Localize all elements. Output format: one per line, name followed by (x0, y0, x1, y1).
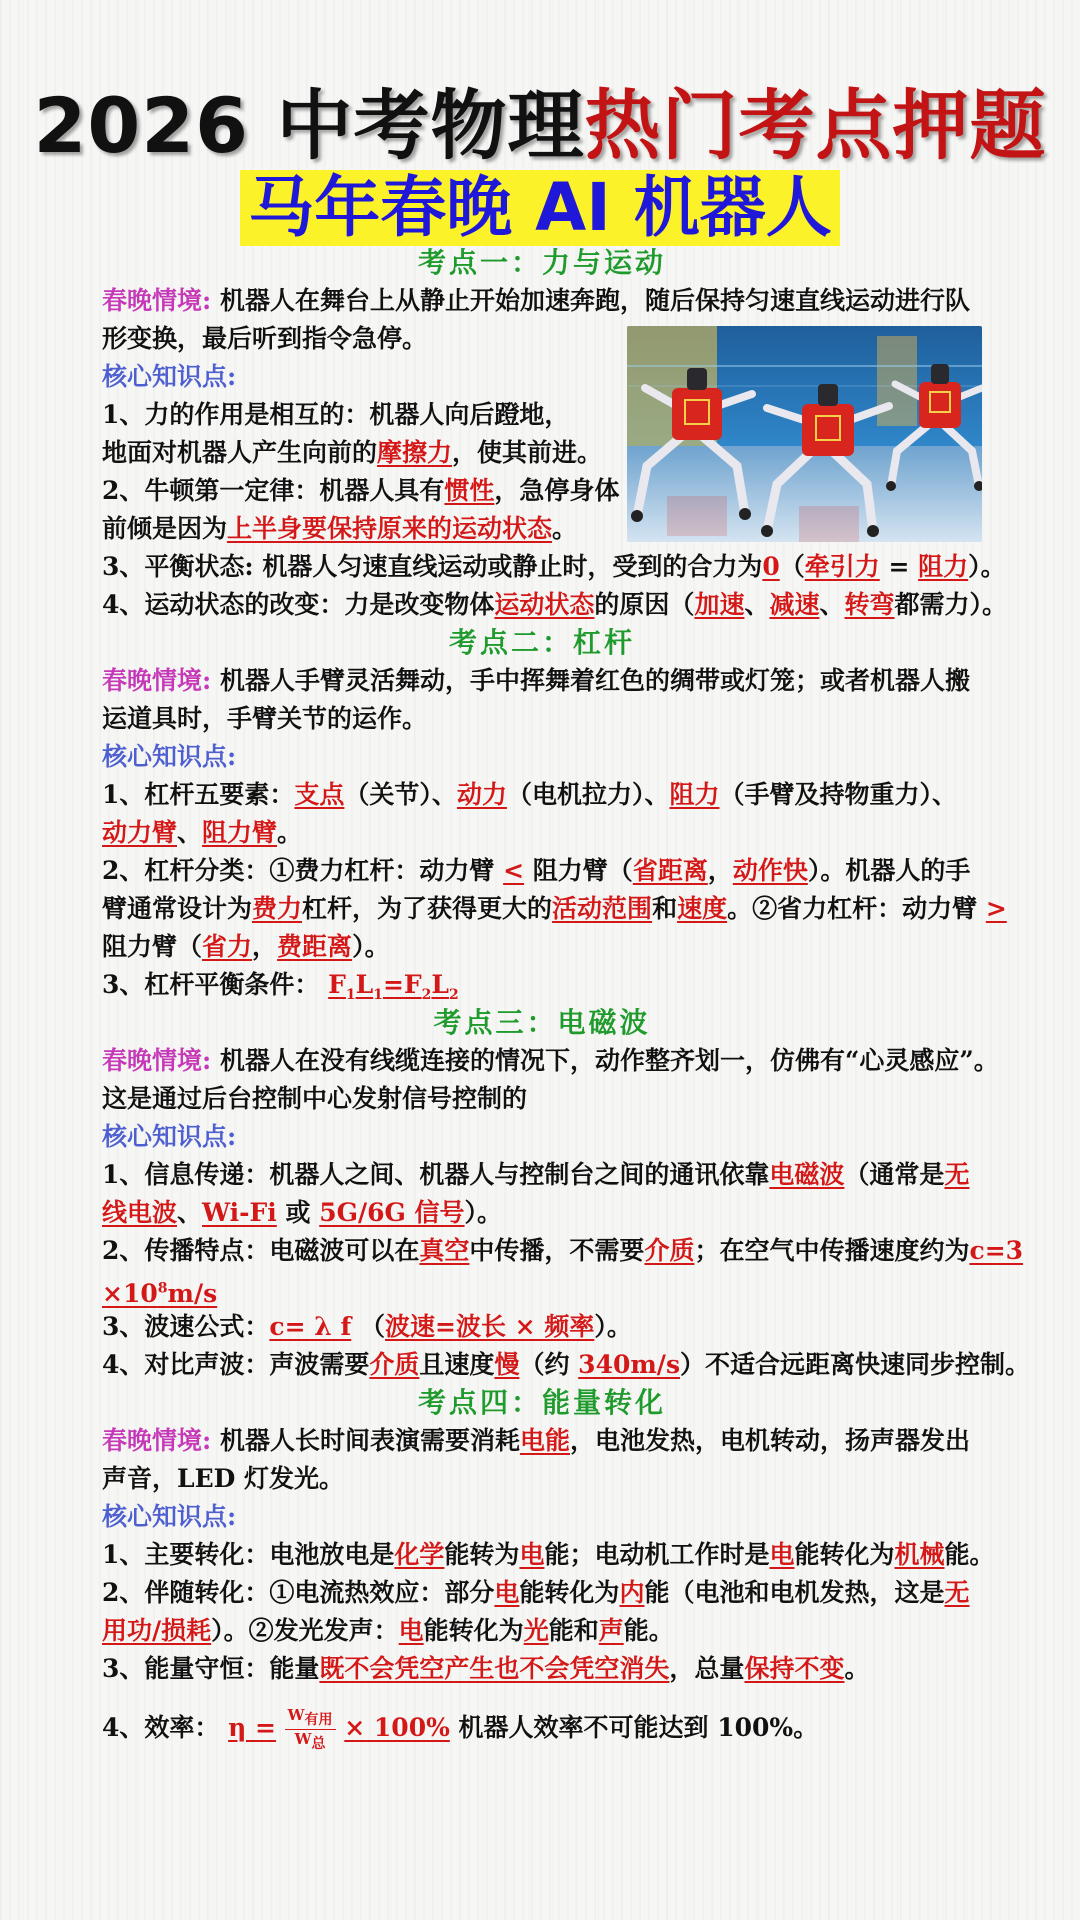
knowledge-line: 2、牛顿第一定律：机器人具有惯性，急停身体 (102, 476, 620, 505)
knowledge-line: 3、杠杆平衡条件： $F_1L_1=F_2L_2$ (102, 970, 459, 1003)
subtitle-wrap (0, 170, 1080, 246)
core-label: 核心知识点: (102, 1122, 237, 1151)
section-heading-1: 考点一：力与运动 (417, 246, 666, 279)
context-line: 春晚情境: 机器人在舞台上从静止开始加速奔跑，随后保持匀速直线运动进行队 (102, 286, 970, 315)
knowledge-line: 阻力臂（省力，费距离）。 (102, 932, 390, 961)
content (102, 244, 1031, 1754)
knowledge-line: 4、效率： η = $\frac{W_{有用}}{W_总}$ × 100% 机器人效率不可能达到 100%。 (102, 1706, 819, 1752)
section-heading-2: 考点二：杠杆 (448, 626, 635, 659)
knowledge-line: 4、对比声波：声波需要介质且速度慢（约 340m/s）不适合远距离快速同步控制。 (102, 1350, 1031, 1379)
knowledge-line: 1、杠杆五要素：支点（关节）、动力（电机拉力）、阻力（手臂及持物重力）、 (102, 780, 957, 809)
knowledge-line: 3、能量守恒：能量既不会凭空产生也不会凭空消失，总量保持不变。 (102, 1654, 870, 1683)
page-title (0, 78, 1080, 174)
knowledge-line: 前倾是因为上半身要保持原来的运动状态。 (102, 514, 578, 543)
context-label: 春晚情境: (102, 666, 212, 695)
knowledge-line: 1、信息传递：机器人之间、机器人与控制台之间的通讯依靠电磁波（通常是无 (102, 1160, 970, 1189)
context-line: 春晚情境: 机器人在没有线缆连接的情况下，动作整齐划一，仿佛有“心灵感应”。 (102, 1046, 999, 1075)
knowledge-line: 3、波速公式：c= λ f （波速=波长 × 频率）。 (102, 1312, 632, 1341)
context-line: 声音，LED 灯发光。 (102, 1464, 345, 1493)
context-line: 春晚情境: 机器人手臂灵活舞动，手中挥舞着红色的绸带或灯笼；或者机器人搬 (102, 666, 970, 695)
knowledge-line: 2、杠杆分类：①费力杠杆：动力臂 < 阻力臂（省距离，动作快）。机器人的手 (102, 856, 971, 885)
knowledge-line: 4、运动状态的改变：力是改变物体运动状态的原因（加速、减速、转弯都需力）。 (102, 590, 1008, 619)
knowledge-line: 地面对机器人产生向前的摩擦力，使其前进。 (102, 438, 603, 467)
knowledge-line: 线电波、Wi-Fi 或 5G/6G 信号）。 (102, 1198, 503, 1227)
core-label: 核心知识点: (102, 362, 237, 391)
knowledge-line: 3、平衡状态: 机器人匀速直线运动或静止时，受到的合力为0（牵引力 = 阻力）。 (102, 552, 1006, 581)
section-heading-3: 考点三：电磁波 (433, 1006, 651, 1039)
knowledge-line: 用功/损耗）。②发光发声：电能转化为光能和声能。 (102, 1616, 674, 1645)
context-label: 春晚情境: (102, 1426, 212, 1455)
subtitle-banner: 马年春晚 AI 机器人 (240, 170, 840, 246)
context-line: 形变换，最后听到指令急停。 (102, 324, 428, 353)
core-label: 核心知识点: (102, 742, 237, 771)
context-label: 春晚情境: (102, 286, 212, 315)
knowledge-line: 1、主要转化：电池放电是化学能转为电能；电动机工作时是电能转化为机械能。 (102, 1540, 995, 1569)
spacer (102, 1688, 982, 1702)
title-part-black: 2026 中考物理 (33, 81, 585, 170)
title-part-red: 热门考点押题 (584, 81, 1047, 170)
knowledge-line: 臂通常设计为费力杠杆，为了获得更大的活动范围和速度。②省力杠杆：动力臂 > (102, 894, 1007, 923)
section-heading-4: 考点四：能量转化 (417, 1386, 666, 1419)
efficiency-fraction: $\frac{W_{有用}}{W_总}$ (285, 1706, 336, 1753)
lever-formula: $F_1L_1=F_2L_2$ (328, 970, 459, 1003)
context-line: 春晚情境: 机器人长时间表演需要消耗电能，电池发热，电机转动，扬声器发出 (102, 1426, 970, 1455)
context-line: 这是通过后台控制中心发射信号控制的 (102, 1084, 528, 1113)
core-label: 核心知识点: (102, 1502, 237, 1531)
knowledge-line: 动力臂、阻力臂。 (102, 818, 303, 847)
context-line: 运道具时，手臂关节的运作。 (102, 704, 428, 733)
knowledge-line: 2、伴随转化：①电流热效应：部分电能转化为内能（电池和电机发热，这是无 (102, 1578, 970, 1607)
knowledge-line: $\times 10^8m/s$ (102, 1279, 218, 1309)
knowledge-line: 1、力的作用是相互的：机器人向后蹬地， (102, 400, 570, 429)
knowledge-line: 2、传播特点：电磁波可以在真空中传播，不需要介质；在空气中传播速度约为c=3 (102, 1236, 1024, 1265)
context-label: 春晚情境: (102, 1046, 212, 1075)
